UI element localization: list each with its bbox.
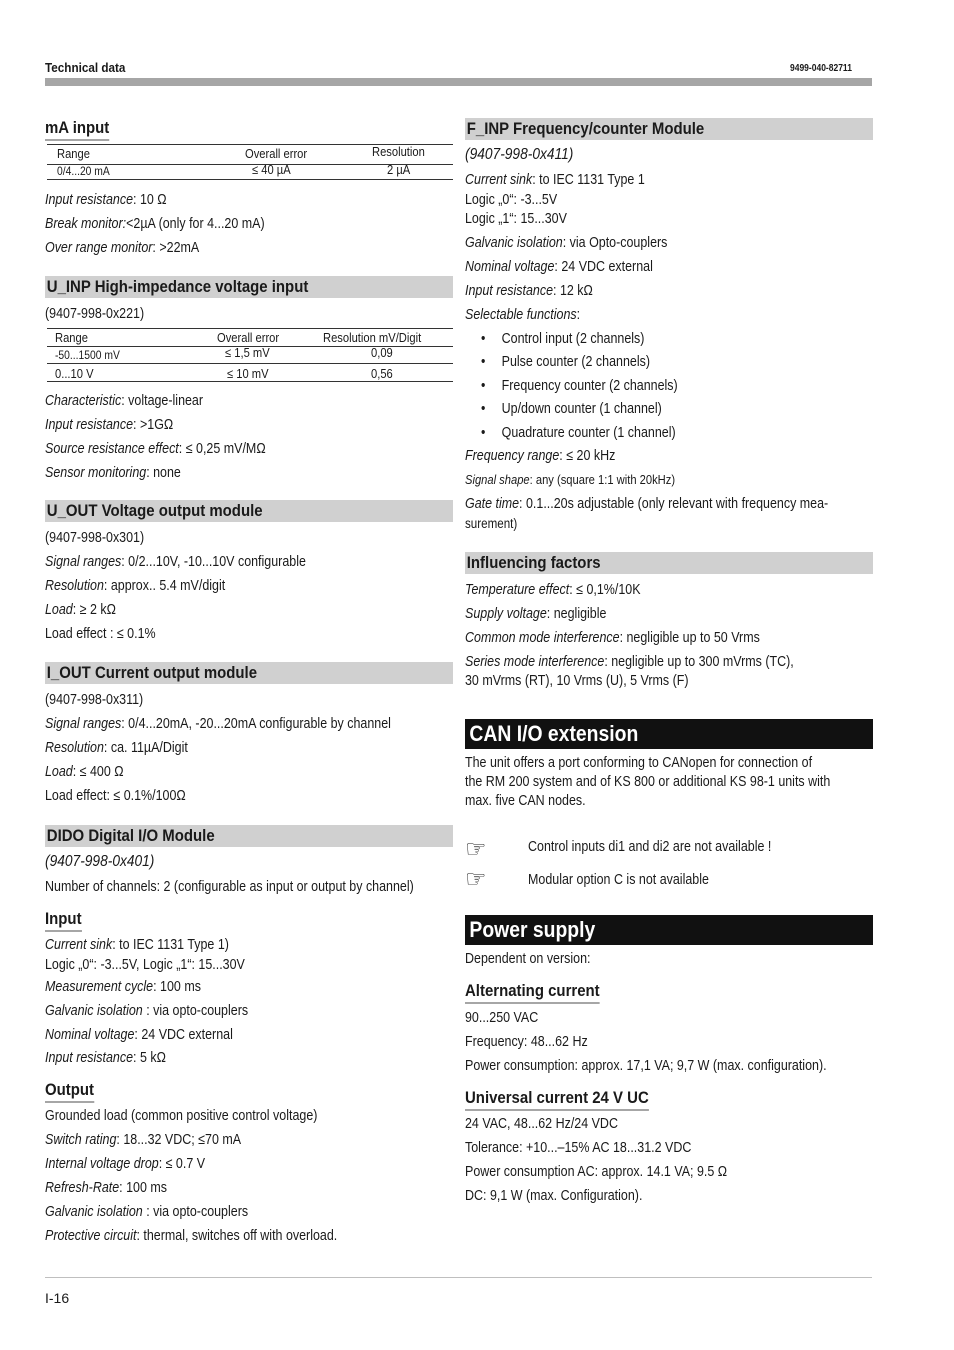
- ma-input-line: Input resistance: 10 Ω: [45, 192, 167, 208]
- influencing-line: Temperature effect: ≤ 0,1%/10K: [465, 582, 641, 598]
- table-header-resolution: Resolution mV/Digit: [323, 330, 422, 345]
- list-item: • Pulse counter (2 channels): [481, 354, 650, 370]
- list-item: • Control input (2 channels): [481, 331, 645, 347]
- dido-input-line: Logic „0“: -3...5V, Logic „1“: 15...30V: [45, 957, 245, 973]
- table-header-error: Overall error: [217, 330, 280, 345]
- doc-number: 9499-040-82711: [790, 63, 852, 74]
- ma-input-table: [47, 144, 453, 180]
- i-out-heading: I_OUT Current output module: [45, 662, 453, 684]
- u-inp-heading: U_INP High-impedance voltage input: [45, 276, 453, 298]
- dido-output-heading: Output: [45, 1080, 94, 1103]
- list-item: • Frequency counter (2 channels): [481, 378, 678, 394]
- dido-input-line: Measurement cycle: 100 ms: [45, 979, 201, 995]
- uc-heading: Universal current 24 V UC: [465, 1088, 649, 1111]
- f-inp-line: Nominal voltage: 24 VDC external: [465, 259, 653, 275]
- table-cell-error: ≤ 40 µA: [252, 162, 291, 177]
- can-paragraph-line: the RM 200 system and of KS 800 or additional KS 98-1 units with: [465, 774, 831, 790]
- dido-output-line: Switch rating: 18...32 VDC; ≤70 mA: [45, 1132, 242, 1148]
- table-cell-range: 0/4...20 mA: [57, 164, 110, 178]
- u-out-heading: U_OUT Voltage output module: [45, 500, 453, 522]
- u-inp-line: Input resistance: >1GΩ: [45, 417, 174, 433]
- f-inp-line: Selectable functions:: [465, 307, 581, 323]
- f-inp-line: Signal shape: any (square 1:1 with 20kHz): [465, 472, 676, 487]
- u-inp-line: Source resistance effect: ≤ 0,25 mV/MΩ: [45, 441, 266, 457]
- ac-line: Frequency: 48...62 Hz: [465, 1034, 588, 1050]
- order-number: (9407-998-0x411): [465, 146, 574, 163]
- f-inp-line: Current sink: to IEC 1131 Type 1: [465, 172, 645, 188]
- f-inp-line: Gate time: 0.1...20s adjustable (only relevant with frequency mea-: [465, 496, 829, 512]
- table-cell-error: ≤ 10 mV: [227, 366, 269, 381]
- list-item: • Quadrature counter (1 channel): [481, 425, 676, 441]
- can-note: Control inputs di1 and di2 are not available !: [528, 839, 772, 855]
- page-number: I-16: [45, 1290, 70, 1306]
- influencing-line: Series mode interference: negligible up to 300 mVrms (TC),: [465, 654, 794, 670]
- list-item: • Up/down counter (1 channel): [481, 401, 662, 417]
- i-out-line: Signal ranges: 0/4...20mA, -20...20mA configurable by channel: [45, 716, 391, 732]
- u-inp-line: Characteristic: voltage-linear: [45, 393, 204, 409]
- i-out-line: Load: ≤ 400 Ω: [45, 764, 124, 780]
- f-inp-line: Logic „1“: 15...30V: [465, 211, 567, 227]
- dido-heading: DIDO Digital I/O Module: [45, 825, 453, 847]
- influencing-line: Common mode interference: negligible up to 50 Vrms: [465, 630, 760, 646]
- table-header-range: Range: [55, 330, 88, 345]
- dido-input-heading: Input: [45, 909, 82, 932]
- order-number: (9407-998-0x401): [45, 853, 155, 870]
- f-inp-line: Logic „0“: -3...5V: [465, 192, 558, 208]
- f-inp-line: Galvanic isolation: via Opto-couplers: [465, 235, 668, 251]
- uc-line: Power consumption AC: approx. 14.1 VA; 9.5 Ω: [465, 1164, 728, 1180]
- dido-output-line: Refresh-Rate: 100 ms: [45, 1180, 167, 1196]
- table-header-error: Overall error: [245, 146, 308, 161]
- power-intro: Dependent on version:: [465, 951, 591, 967]
- uc-line: DC: 9,1 W (max. Configuration).: [465, 1188, 643, 1204]
- dido-input-line: Galvanic isolation : via opto-couplers: [45, 1003, 249, 1019]
- f-inp-line: Input resistance: 12 kΩ: [465, 283, 593, 299]
- table-cell-range: 0...10 V: [55, 366, 94, 381]
- f-inp-line: Frequency range: ≤ 20 kHz: [465, 448, 616, 464]
- ma-input-line: Over range monitor: >22mA: [45, 240, 200, 256]
- uc-line: Tolerance: +10...–15% AC 18...31.2 VDC: [465, 1140, 692, 1156]
- pointing-hand-icon: ☞: [465, 836, 487, 863]
- uc-line: 24 VAC, 48...62 Hz/24 VDC: [465, 1116, 618, 1132]
- power-heading: Power supply: [465, 915, 873, 945]
- table-cell-range: -50...1500 mV: [55, 348, 120, 362]
- right-column: [465, 0, 875, 1350]
- ac-line: Power consumption: approx. 17,1 VA; 9,7 W (max. configuration).: [465, 1058, 827, 1074]
- f-inp-line: surement): [465, 516, 518, 531]
- ac-heading: Alternating current: [465, 981, 600, 1004]
- ma-input-line: Break monitor:<2µA (only for 4...20 mA): [45, 216, 265, 232]
- order-number: (9407-998-0x311): [45, 692, 144, 708]
- table-cell-resolution: 2 µA: [387, 162, 411, 177]
- table-header-resolution: Resolution: [372, 144, 425, 159]
- i-out-line: Load effect: ≤ 0.1%/100Ω: [45, 788, 186, 804]
- u-out-line: Resolution: approx.. 5.4 mV/digit: [45, 578, 226, 594]
- ac-line: 90...250 VAC: [465, 1010, 539, 1026]
- dido-channels: Number of channels: 2 (configurable as input or output by channel): [45, 879, 414, 895]
- can-paragraph-line: max. five CAN nodes.: [465, 793, 586, 809]
- header-title: Technical data: [45, 60, 126, 75]
- dido-input-line: Nominal voltage: 24 VDC external: [45, 1027, 233, 1043]
- table-cell-error: ≤ 1,5 mV: [225, 345, 270, 360]
- table-header-range: Range: [57, 146, 90, 161]
- influencing-heading: Influencing factors: [465, 552, 873, 574]
- table-cell-resolution: 0,09: [371, 345, 393, 360]
- influencing-line: Supply voltage: negligible: [465, 606, 607, 622]
- ma-input-heading: mA input: [45, 118, 109, 141]
- pointing-hand-icon: ☞: [465, 866, 487, 893]
- dido-output-line: Galvanic isolation : via opto-couplers: [45, 1204, 249, 1220]
- u-out-line: Load: ≥ 2 kΩ: [45, 602, 116, 618]
- table-cell-resolution: 0,56: [371, 366, 393, 381]
- dido-output-line: Internal voltage drop: ≤ 0.7 V: [45, 1156, 206, 1172]
- dido-input-line: Input resistance: 5 kΩ: [45, 1050, 166, 1066]
- dido-input-line: Current sink: to IEC 1131 Type 1): [45, 937, 229, 953]
- left-column: [45, 0, 455, 1350]
- u-inp-line: Sensor monitoring: none: [45, 465, 181, 481]
- influencing-line: 30 mVrms (RT), 10 Vrms (U), 5 Vrms (F): [465, 673, 689, 689]
- dido-output-line: Grounded load (common positive control voltage): [45, 1108, 318, 1124]
- order-number: (9407-998-0x221): [45, 306, 145, 322]
- u-out-line: Load effect : ≤ 0.1%: [45, 626, 156, 642]
- i-out-line: Resolution: ca. 11µA/Digit: [45, 740, 188, 756]
- dido-output-line: Protective circuit: thermal, switches off with overload.: [45, 1228, 338, 1244]
- f-inp-heading: F_INP Frequency/counter Module: [465, 118, 873, 140]
- can-paragraph-line: The unit offers a port conforming to CANopen for connection of: [465, 755, 813, 771]
- u-out-line: Signal ranges: 0/2...10V, -10...10V configurable: [45, 554, 306, 570]
- can-note: Modular option C is not available: [528, 872, 709, 888]
- u-inp-table: [47, 328, 453, 383]
- order-number: (9407-998-0x301): [45, 530, 145, 546]
- can-heading: CAN I/O extension: [465, 719, 873, 749]
